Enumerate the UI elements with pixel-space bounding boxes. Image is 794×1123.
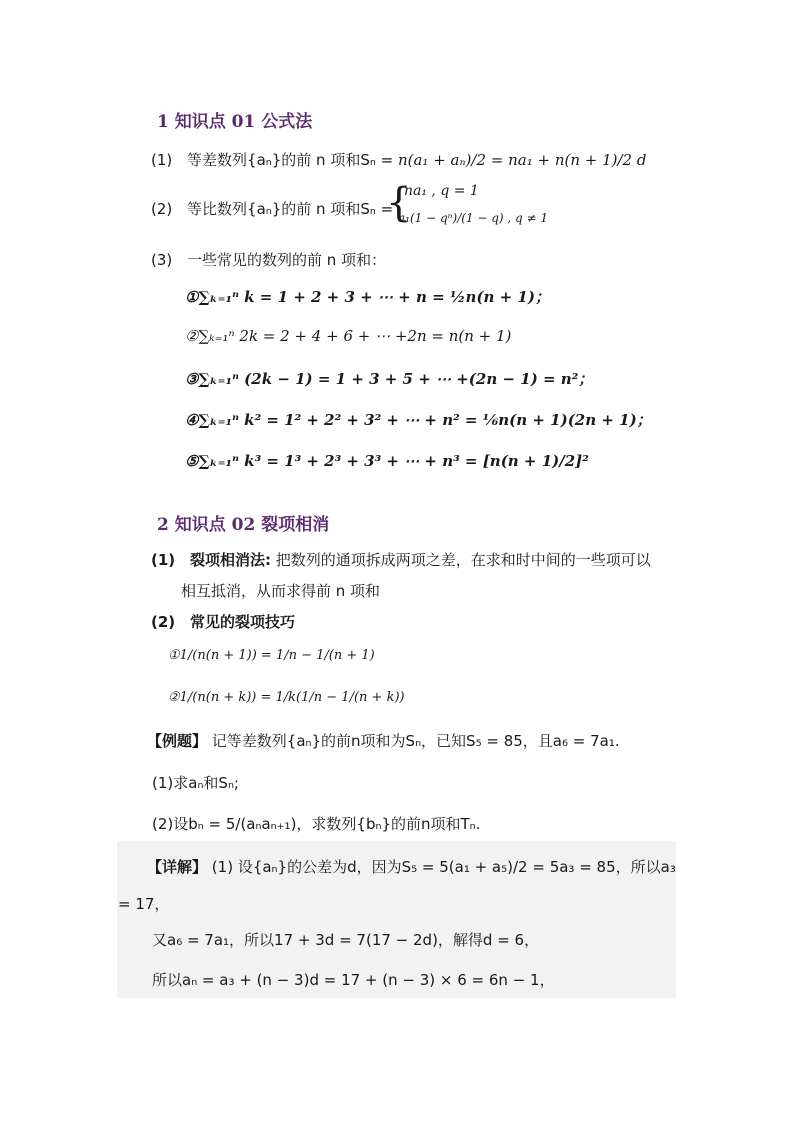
item-text: 把数列的通项拆成两项之差，在求和时中间的一些项可以	[275, 551, 651, 569]
item-1-1	[151, 149, 646, 170]
item-label: 常见的裂项技巧	[189, 613, 295, 631]
example-text: 记等差数列{aₙ}的前n项和为Sₙ，已知S₅ = 85，且a₆ = 7a₁.	[211, 732, 620, 750]
section-1-heading: 1 知识点 01 公式法	[157, 112, 313, 132]
formula: n(a₁ + aₙ)/2 = na₁ + n(n + 1)/2 d	[397, 151, 647, 169]
sum-formula-1: ①∑ₖ₌₁ⁿ k = 1 + 2 + 3 + ⋯ + n = ½n(n + 1)；	[185, 288, 550, 306]
item-2-1-continued: 相互抵消，从而求得前 n 项和	[181, 582, 381, 600]
example-question-1: (1)求aₙ和Sₙ;	[152, 774, 239, 792]
solution-line-3: 又a₆ = 7a₁，所以17 + 3d = 7(17 − 2d)，解得d = 6，	[152, 931, 540, 949]
example-label: 【例题】	[147, 732, 208, 750]
item-1-2	[151, 198, 393, 219]
solution-line-1	[147, 856, 676, 877]
item-label: 裂项相消法:	[189, 551, 271, 569]
item-text: 等差数列{aₙ}的前 n 项和Sₙ =	[187, 151, 394, 169]
item-2-2	[151, 611, 295, 632]
trick-formula-2: ②1/(n(n + k)) = 1/k(1/n − 1/(n + k))	[168, 690, 405, 705]
solution-text: (1) 设{aₙ}的公差为d，因为S₅ = 5(a₁ + a₅)/2 = 5a₃ = 85，所以a₃	[211, 858, 676, 876]
item-2-1	[151, 549, 651, 570]
solution-line-2: = 17，	[118, 895, 170, 913]
item-text: 一些常见的数列的前 n 项和：	[187, 251, 387, 269]
sum-formula-4: ④∑ₖ₌₁ⁿ k² = 1² + 2² + 3² + ⋯ + n² = ⅙n(n + 1)(2n + 1)；	[185, 411, 652, 429]
item-marker: (1)	[151, 551, 176, 569]
item-marker: (2)	[151, 200, 173, 218]
case-1: na₁ , q = 1	[404, 183, 479, 199]
case-2: a₁(1 − qⁿ)/(1 − q) , q ≠ 1	[398, 211, 549, 225]
sum-formula-2: ②∑ₖ₌₁ⁿ 2k = 2 + 4 + 6 + ⋯ +2n = n(n + 1)	[185, 327, 512, 345]
item-1-3	[151, 249, 386, 270]
trick-formula-1: ①1/(n(n + 1)) = 1/n − 1/(n + 1)	[168, 648, 375, 663]
solution-label: 【详解】	[147, 858, 208, 876]
sum-formula-3: ③∑ₖ₌₁ⁿ (2k − 1) = 1 + 3 + 5 + ⋯ +(2n − 1) = n²；	[185, 370, 594, 388]
section-2-heading: 2 知识点 02 裂项相消	[157, 515, 330, 535]
solution-line-4: 所以aₙ = a₃ + (n − 3)d = 17 + (n − 3) × 6 = 6n − 1，	[152, 971, 555, 989]
item-marker: (2)	[151, 613, 176, 631]
piecewise-brace: {	[386, 180, 412, 226]
sum-formula-5: ⑤∑ₖ₌₁ⁿ k³ = 1³ + 2³ + 3³ + ⋯ + n³ = [n(n + 1)/2]²	[185, 452, 589, 470]
item-marker: (1)	[151, 151, 173, 169]
item-text: 等比数列{aₙ}的前 n 项和Sₙ =	[187, 200, 394, 218]
example-statement	[147, 730, 620, 751]
item-marker: (3)	[151, 251, 173, 269]
example-question-2: (2)设bₙ = 5/(aₙaₙ₊₁)，求数列{bₙ}的前n项和Tₙ.	[152, 815, 481, 833]
